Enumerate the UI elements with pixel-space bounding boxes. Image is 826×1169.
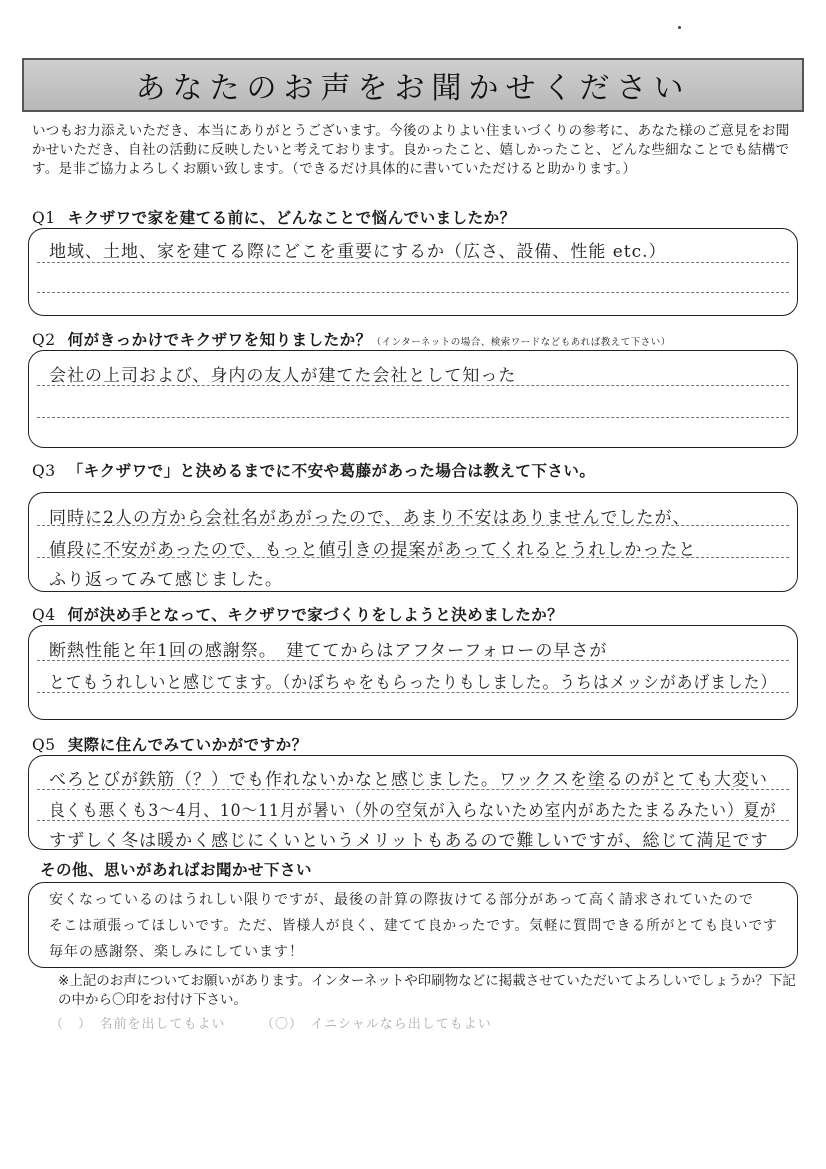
answer-box-5 bbox=[28, 755, 798, 850]
answer-line: 毎年の感謝祭、楽しみにしています！ bbox=[49, 944, 304, 960]
answer-line: すずしく冬は暖かく感じにくいというメリットもあるので難しいですが、総じて満足です bbox=[49, 831, 769, 851]
footer-note: ※上記のお声についてお願いがあります。インターネットや印刷物などに掲載させていただいてよろしいでしょうか？下記の中から〇印をお付け下さい。 bbox=[58, 973, 796, 1008]
answer-box-1 bbox=[28, 228, 798, 316]
scan-mark bbox=[678, 26, 681, 29]
answer-box-2 bbox=[28, 350, 798, 448]
other-label: その他、思いがあればお聞かせ下さい bbox=[40, 861, 313, 879]
question-3 bbox=[32, 459, 595, 481]
question-4 bbox=[32, 603, 563, 625]
question-1 bbox=[32, 206, 516, 228]
title-bar bbox=[22, 58, 804, 112]
answer-box-3 bbox=[28, 492, 798, 592]
question-text: 実際に住んでみていかがですか？ bbox=[67, 736, 308, 754]
question-note: （インターネットの場合、検索ワードなどもあれば教えて下さい） bbox=[371, 337, 671, 348]
answer-line: ふり返ってみて感じました。 bbox=[49, 570, 283, 590]
question-number: Q1 bbox=[32, 209, 56, 227]
answer-line: 地域、土地、家を建てる際にどこを重要にするか（広さ、設備、性能 etc.） bbox=[49, 242, 667, 262]
answer-box-4 bbox=[28, 625, 798, 720]
question-text: 「キクザワで」と決めるまでに不安や葛藤があった場合は教えて下さい。 bbox=[67, 462, 596, 480]
question-5 bbox=[32, 733, 308, 755]
question-number: Q2 bbox=[32, 331, 56, 349]
question-text: キクザワで家を建てる前に、どんなことで悩んでいましたか？ bbox=[67, 209, 516, 227]
answer-line: 会社の上司および、身内の友人が建てた会社として知った bbox=[49, 366, 517, 386]
answer-line: 断熱性能と年1回の感謝祭。 建ててからはアフターフォローの早さが bbox=[49, 641, 608, 661]
consent-options: （ ） 名前を出してもよい （〇） イニシャルなら出してもよい bbox=[50, 1017, 492, 1032]
question-text: 何が決め手となって、キクザワで家づくりをしようと決めましたか？ bbox=[67, 606, 564, 624]
answer-line: 良くも悪くも3〜4月、10〜11月が暑い（外の空気が入らないため室内があたたまるみたい）夏が bbox=[49, 801, 777, 821]
answer-line: とてもうれしいと感じてます。（かぼちゃをもらったりもしました。うちはメッシがあげました） bbox=[49, 673, 778, 693]
answer-line: 同時に2人の方から会社名があがったので、あまり不安はありませんでしたが、 bbox=[49, 508, 691, 528]
answer-line: そこは頑張ってほしいです。ただ、皆様人が良く、建てて良かったです。気軽に質問できる所がとても良いです bbox=[49, 918, 778, 934]
page-title: あなたのお声をお聞かせください bbox=[135, 71, 691, 106]
answer-line: 値段に不安があったので、もっと値引きの提案があってくれるとうれしかったと bbox=[49, 540, 697, 560]
question-number: Q5 bbox=[32, 736, 56, 754]
answer-line: 安くなっているのはうれしい限りですが、最後の計算の際抜けてる部分があって高く請求されていたので bbox=[49, 892, 754, 908]
question-text: 何がきっかけでキクザワを知りましたか？ bbox=[67, 331, 372, 349]
intro-text: いつもお力添えいただき、本当にありがとうございます。今後のよりよい住まいづくりの参考に、あなた様のご意見をお聞かせいただき、自社の活動に反映したいと考えております。良かったこと、嬉しかったこと、どんな些細なことでも結構です。是非ご協力よろしくお願い致します。（できるだけ具体的に書いていただけると助かります。） bbox=[32, 123, 790, 177]
answer-line: べろとびが鉄筋（？）でも作れないかなと感じました。ワックスを塗るのがとても大変い bbox=[49, 770, 768, 790]
question-number: Q4 bbox=[32, 606, 56, 624]
question-2 bbox=[32, 328, 671, 350]
question-number: Q3 bbox=[32, 462, 56, 480]
answer-box-other bbox=[28, 882, 798, 968]
